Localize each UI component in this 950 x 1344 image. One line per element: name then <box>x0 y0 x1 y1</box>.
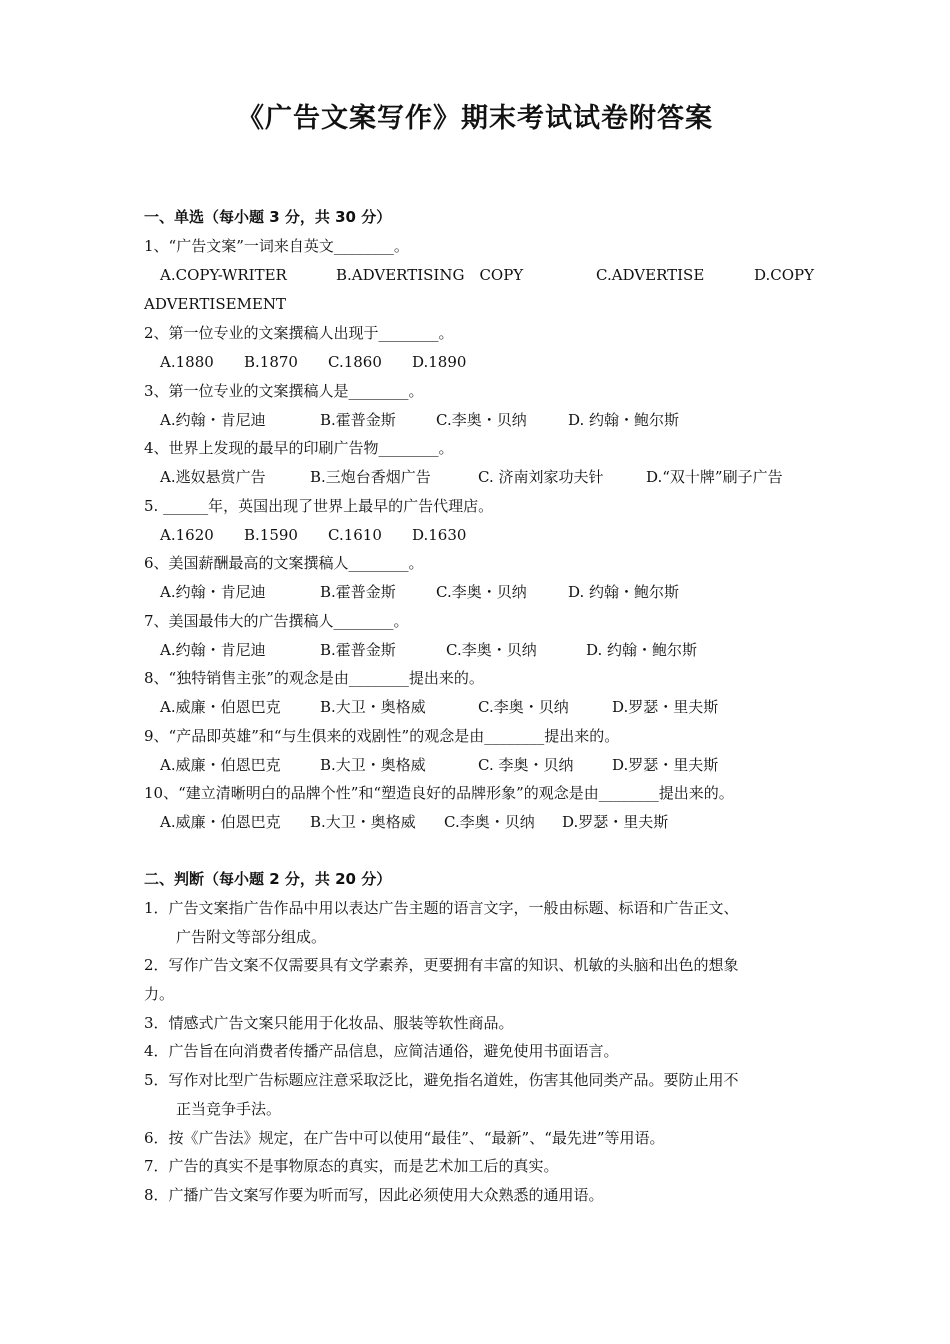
q10-option-a: A.威廉・伯恩巴克 <box>160 813 281 831</box>
q1-option-c: C.ADVERTISE <box>596 266 705 284</box>
question-1: 1、“广告文案”一词来自英文________。 <box>144 237 409 255</box>
question-4: 4、世界上发现的最早的印刷广告物________。 <box>144 439 454 457</box>
section1-heading: 一、单选（每小题 3 分，共 30 分） <box>144 208 392 226</box>
judgment-8: 8．广播广告文案写作要为听而写，因此必须使用大众熟悉的通用语。 <box>144 1186 604 1204</box>
q10-option-d: D.罗瑟・里夫斯 <box>562 813 669 831</box>
q5-option-a: A.1620 <box>160 526 214 544</box>
q1-option-b: B.ADVERTISING COPY <box>336 266 524 284</box>
q1-option-a: A.COPY-WRITER <box>160 266 287 284</box>
question-10: 10、“建立清晰明白的品牌个性”和“塑造良好的品牌形象”的观念是由________提出来的。 <box>144 784 734 802</box>
q8-option-d: D.罗瑟・里夫斯 <box>612 698 719 716</box>
question-9: 9、“产品即英雄”和“与生俱来的戏剧性”的观念是由________提出来的。 <box>144 727 620 745</box>
judgment-6: 6．按《广告法》规定，在广告中可以使用“最佳”、“最新”、“最先进”等用语。 <box>144 1129 665 1147</box>
judgment-4: 4．广告旨在向消费者传播产品信息，应简洁通俗，避免使用书面语言。 <box>144 1042 619 1060</box>
judgment-2: 2．写作广告文案不仅需要具有文学素养，更要拥有丰富的知识、机敏的头脑和出色的想象 <box>144 956 739 974</box>
section2-heading: 二、判断（每小题 2 分，共 20 分） <box>144 870 392 888</box>
judgment-5-cont: 正当竞争手法。 <box>176 1100 282 1118</box>
q8-option-c: C.李奥・贝纳 <box>478 698 569 716</box>
q2-option-d: D.1890 <box>412 353 467 371</box>
q10-option-c: C.李奥・贝纳 <box>444 813 535 831</box>
q3-option-d: D. 约翰・鲍尔斯 <box>568 411 680 429</box>
q7-option-a: A.约翰・肯尼迪 <box>160 641 266 659</box>
question-2: 2、第一位专业的文案撰稿人出现于________。 <box>144 324 454 342</box>
judgment-3: 3．情感式广告文案只能用于化妆品、服装等软性商品。 <box>144 1014 514 1032</box>
page-title: 《广告文案写作》期末考试试卷附答案 <box>237 103 713 134</box>
q2-option-b: B.1870 <box>244 353 298 371</box>
question-6: 6、美国薪酬最高的文案撰稿人________。 <box>144 554 424 572</box>
question-8: 8、“独特销售主张”的观念是由________提出来的。 <box>144 669 484 687</box>
q1-option-d-wrap: ADVERTISEMENT <box>144 295 287 313</box>
q2-option-a: A.1880 <box>160 353 214 371</box>
q4-option-c: C. 济南刘家功夫针 <box>478 468 604 486</box>
q6-option-b: B.霍普金斯 <box>320 583 396 601</box>
q5-option-c: C.1610 <box>328 526 382 544</box>
q3-option-a: A.约翰・肯尼迪 <box>160 411 266 429</box>
q8-option-a: A.威廉・伯恩巴克 <box>160 698 281 716</box>
q7-option-d: D. 约翰・鲍尔斯 <box>586 641 698 659</box>
judgment-2-cont: 力。 <box>144 985 175 1003</box>
judgment-7: 7．广告的真实不是事物原态的真实，而是艺术加工后的真实。 <box>144 1157 559 1175</box>
q4-option-d: D.“双十牌”刷子广告 <box>646 468 783 486</box>
q4-option-b: B.三炮台香烟广告 <box>310 468 431 486</box>
q6-option-d: D. 约翰・鲍尔斯 <box>568 583 680 601</box>
q5-option-d: D.1630 <box>412 526 467 544</box>
q8-option-b: B.大卫・奥格威 <box>320 698 426 716</box>
q10-option-b: B.大卫・奥格威 <box>310 813 416 831</box>
judgment-1-cont: 广告附文等部分组成。 <box>176 928 327 946</box>
q7-option-c: C.李奥・贝纳 <box>446 641 537 659</box>
question-3: 3、第一位专业的文案撰稿人是________。 <box>144 382 424 400</box>
q9-option-b: B.大卫・奥格威 <box>320 756 426 774</box>
q9-option-c: C. 李奥・贝纳 <box>478 756 574 774</box>
question-7: 7、美国最伟大的广告撰稿人________。 <box>144 612 409 630</box>
q1-option-d: D.COPY <box>754 266 815 284</box>
q9-option-d: D.罗瑟・里夫斯 <box>612 756 719 774</box>
q6-option-a: A.约翰・肯尼迪 <box>160 583 266 601</box>
q7-option-b: B.霍普金斯 <box>320 641 396 659</box>
question-5: 5. ______年，英国出现了世界上最早的广告代理店。 <box>144 497 494 515</box>
q3-option-c: C.李奥・贝纳 <box>436 411 527 429</box>
judgment-1: 1．广告文案指广告作品中用以表达广告主题的语言文字，一般由标题、标语和广告正文、 <box>144 899 739 917</box>
judgment-5: 5．写作对比型广告标题应注意采取泛比，避免指名道姓，伤害其他同类产品。要防止用不 <box>144 1071 739 1089</box>
q9-option-a: A.威廉・伯恩巴克 <box>160 756 281 774</box>
q2-option-c: C.1860 <box>328 353 382 371</box>
q4-option-a: A.逃奴悬赏广告 <box>160 468 266 486</box>
q6-option-c: C.李奥・贝纳 <box>436 583 527 601</box>
q3-option-b: B.霍普金斯 <box>320 411 396 429</box>
q5-option-b: B.1590 <box>244 526 298 544</box>
